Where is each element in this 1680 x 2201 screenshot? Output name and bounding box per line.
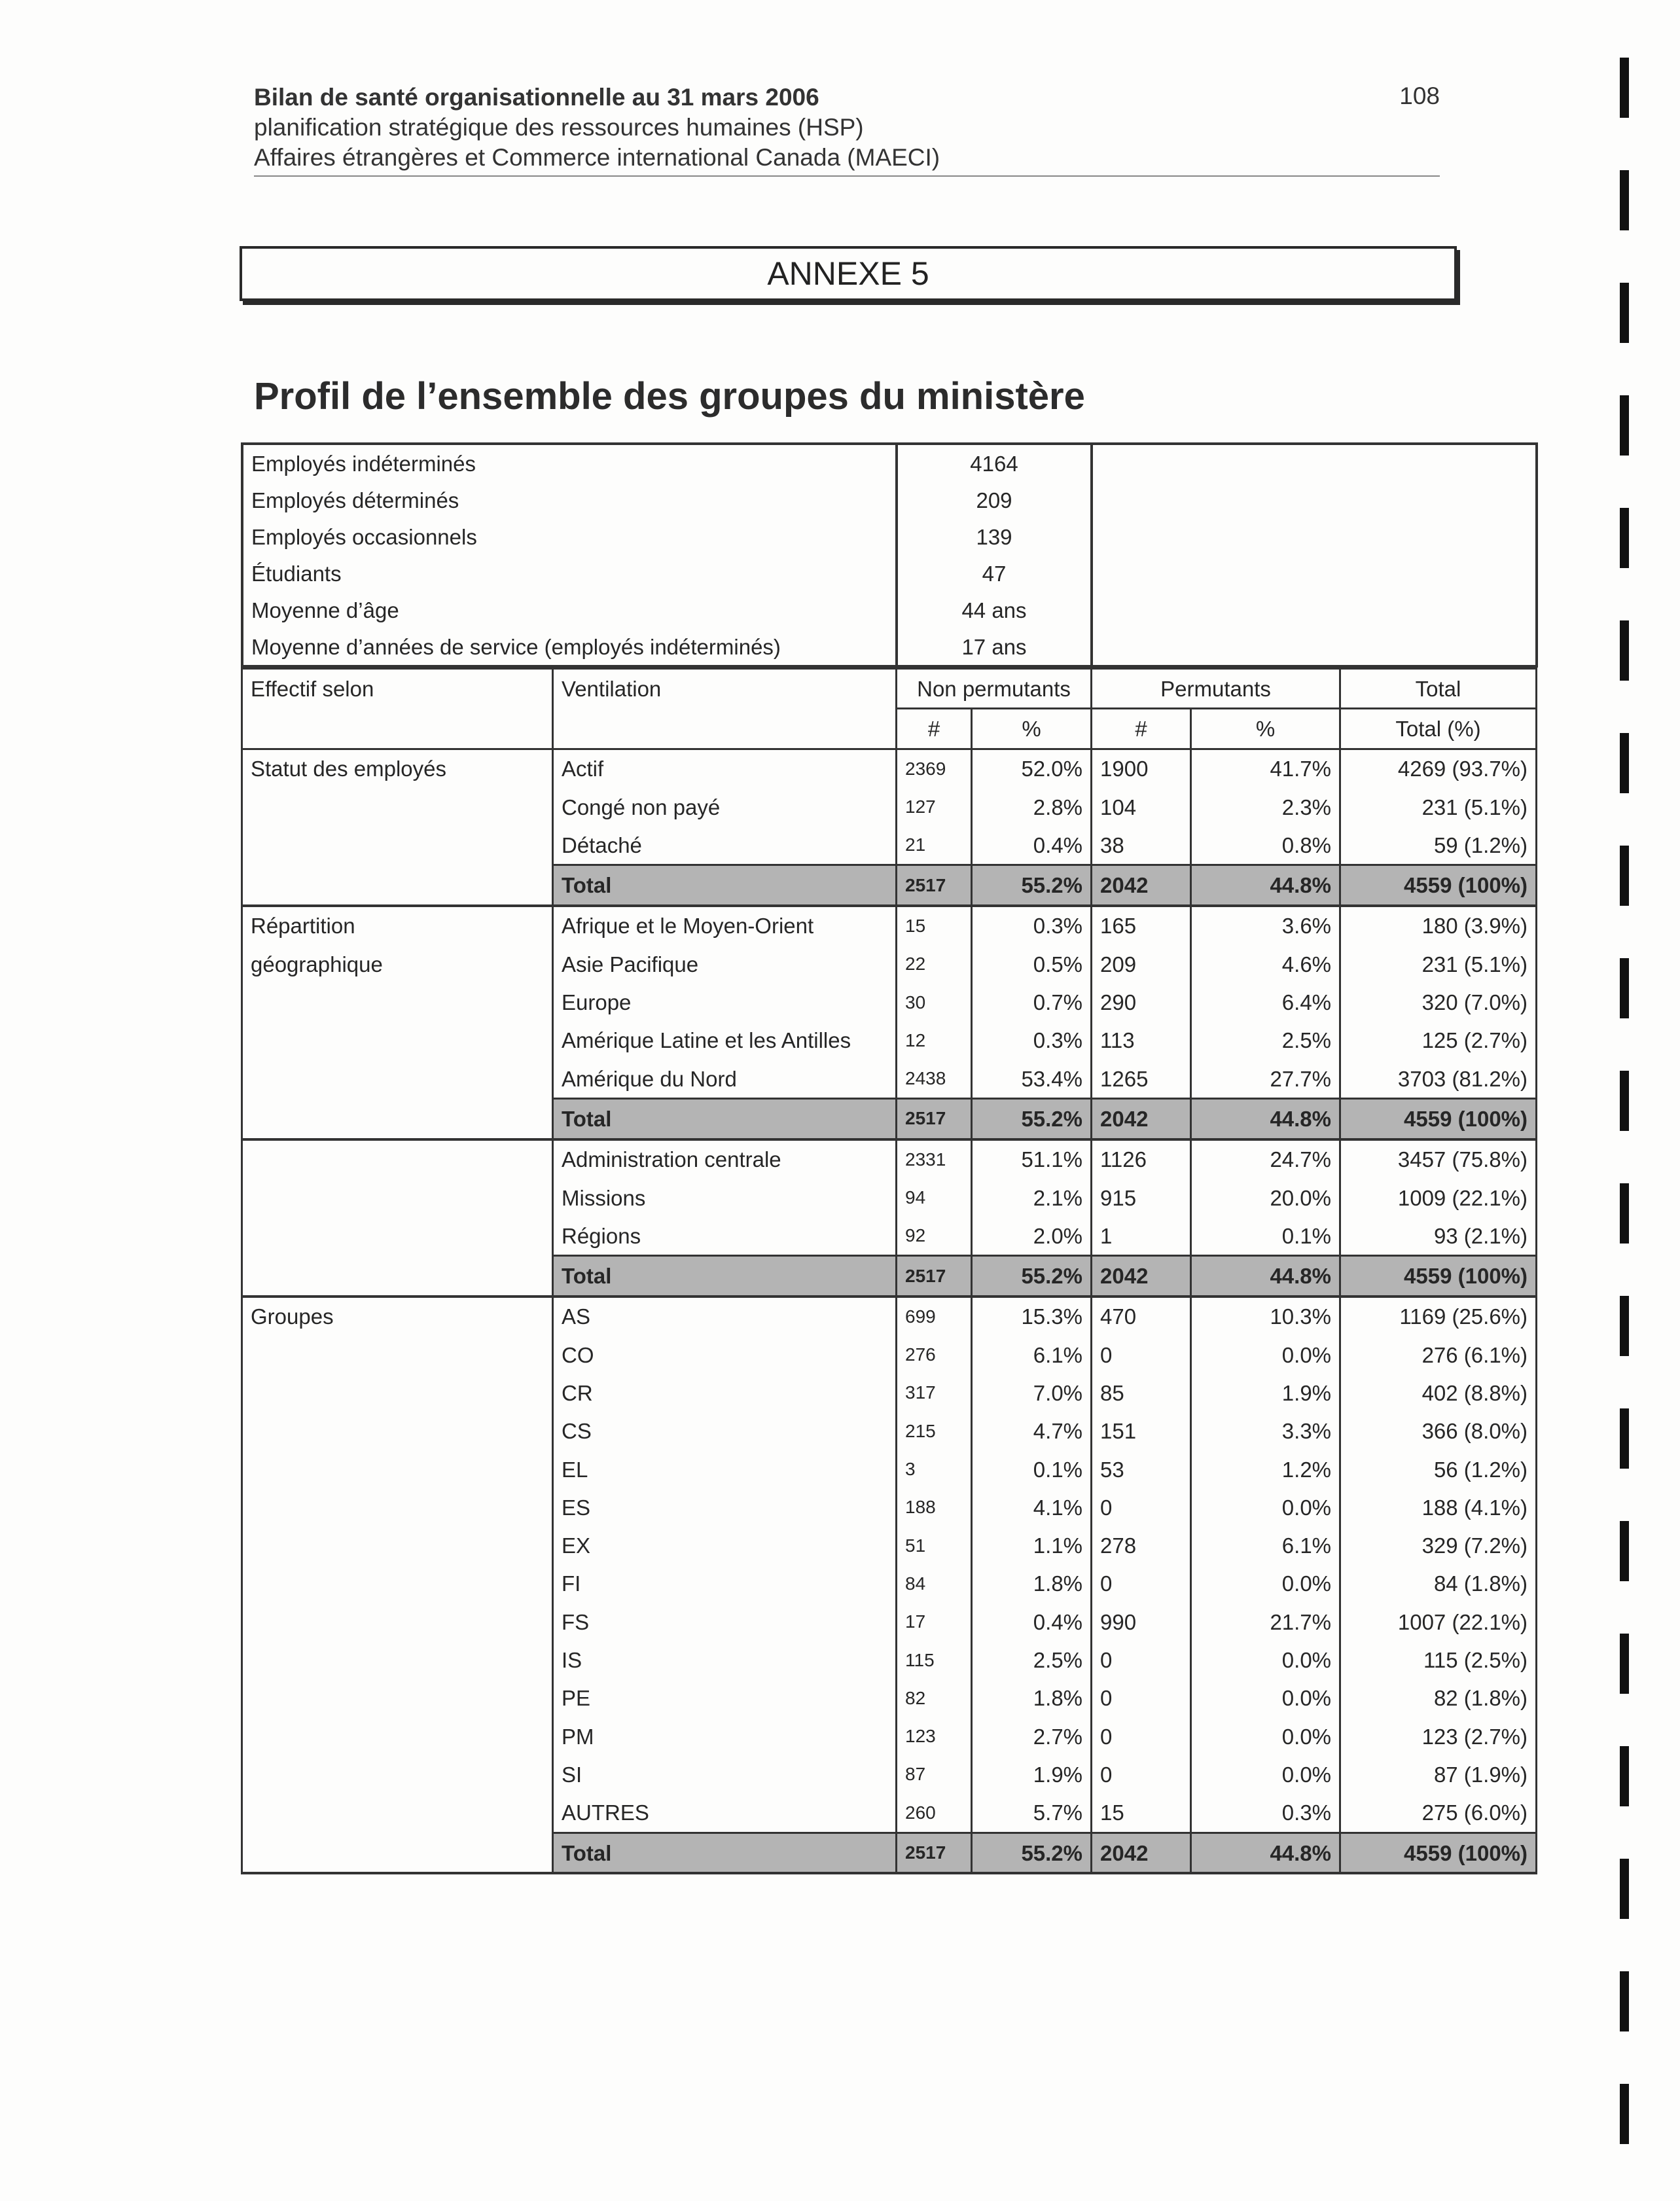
table-row	[242, 1488, 1537, 1526]
summary-blank	[1092, 444, 1537, 482]
ventilation-cell: PE	[553, 1679, 897, 1717]
np-count-cell: 82	[897, 1679, 972, 1717]
binding-mark	[1620, 1296, 1629, 1356]
section-label-cell	[242, 1099, 553, 1139]
np-pct-cell: 1.8%	[972, 1679, 1092, 1717]
p-pct-cell: 44.8%	[1191, 1833, 1340, 1873]
np-count-cell: 2517	[897, 1833, 972, 1873]
ventilation-cell: Afrique et le Moyen-Orient	[553, 906, 897, 945]
ventilation-cell: Amérique du Nord	[553, 1060, 897, 1099]
np-pct-cell: 2.7%	[972, 1717, 1092, 1755]
total-cell: 4559 (100%)	[1340, 1099, 1537, 1139]
p-pct-cell: 44.8%	[1191, 1099, 1340, 1139]
p-count-cell: 104	[1092, 788, 1191, 826]
total-cell: 329 (7.2%)	[1340, 1527, 1537, 1565]
np-count-cell: 123	[897, 1717, 972, 1755]
total-cell: 4559 (100%)	[1340, 1833, 1537, 1873]
np-pct-cell: 0.7%	[972, 983, 1092, 1021]
summary-value: 44 ans	[897, 592, 1092, 628]
section-label-cell	[242, 1217, 553, 1256]
summary-value: 4164	[897, 444, 1092, 482]
p-count-cell: 1	[1092, 1217, 1191, 1256]
p-pct-cell: 0.1%	[1191, 1217, 1340, 1256]
p-count-cell: 0	[1092, 1488, 1191, 1526]
summary-label: Employés occasionnels	[242, 518, 897, 555]
p-count-cell: 470	[1092, 1297, 1191, 1336]
section-label-cell: géographique	[242, 945, 553, 983]
np-count-cell: 94	[897, 1179, 972, 1217]
binding-mark	[1620, 395, 1629, 456]
summary-label: Employés indéterminés	[242, 444, 897, 482]
page-title: Profil de l’ensemble des groupes du ministère	[254, 375, 1085, 418]
np-count-cell: 15	[897, 906, 972, 945]
summary-blank	[1092, 555, 1537, 592]
p-pct-cell: 6.4%	[1191, 983, 1340, 1021]
table-row	[242, 1603, 1537, 1641]
table-row	[242, 1679, 1537, 1717]
section-label-cell	[242, 1717, 553, 1755]
summary-blank	[1092, 592, 1537, 628]
total-cell: 93 (2.1%)	[1340, 1217, 1537, 1256]
table-row	[242, 1217, 1537, 1256]
ventilation-cell: AS	[553, 1297, 897, 1336]
p-pct-cell: 3.6%	[1191, 906, 1340, 945]
total-cell: 3457 (75.8%)	[1340, 1139, 1537, 1179]
p-count-cell: 1900	[1092, 749, 1191, 788]
binding-mark	[1620, 170, 1629, 230]
total-cell: 231 (5.1%)	[1340, 788, 1537, 826]
section-label-cell	[242, 1755, 553, 1793]
table-row	[242, 1060, 1537, 1099]
summary-row	[242, 592, 1537, 628]
header-np-num: #	[897, 709, 972, 749]
table-row	[242, 906, 1537, 945]
p-count-cell: 2042	[1092, 1256, 1191, 1297]
np-count-cell: 87	[897, 1755, 972, 1793]
p-count-cell: 0	[1092, 1641, 1191, 1679]
p-pct-cell: 0.3%	[1191, 1794, 1340, 1833]
section-label-cell	[242, 1603, 553, 1641]
p-pct-cell: 0.8%	[1191, 826, 1340, 865]
summary-label: Employés déterminés	[242, 482, 897, 518]
total-cell: 4269 (93.7%)	[1340, 749, 1537, 788]
section-label-cell: Groupes	[242, 1297, 553, 1336]
header-np-pct: %	[972, 709, 1092, 749]
p-count-cell: 53	[1092, 1450, 1191, 1488]
section-label-cell	[242, 983, 553, 1021]
ventilation-cell: Europe	[553, 983, 897, 1021]
table-row	[242, 1717, 1537, 1755]
p-count-cell: 915	[1092, 1179, 1191, 1217]
total-cell: 231 (5.1%)	[1340, 945, 1537, 983]
binding-mark	[1620, 1634, 1629, 1694]
np-count-cell: 115	[897, 1641, 972, 1679]
np-pct-cell: 2.0%	[972, 1217, 1092, 1256]
binding-mark	[1620, 283, 1629, 343]
total-cell: 1169 (25.6%)	[1340, 1297, 1537, 1336]
total-cell: 366 (8.0%)	[1340, 1412, 1537, 1450]
table-row	[242, 983, 1537, 1021]
p-count-cell: 0	[1092, 1336, 1191, 1374]
np-count-cell: 30	[897, 983, 972, 1021]
header-p-pct: %	[1191, 709, 1340, 749]
total-cell: 125 (2.7%)	[1340, 1022, 1537, 1060]
p-pct-cell: 41.7%	[1191, 749, 1340, 788]
section-label-cell	[242, 1179, 553, 1217]
ventilation-cell: SI	[553, 1755, 897, 1793]
np-pct-cell: 55.2%	[972, 865, 1092, 906]
np-pct-cell: 52.0%	[972, 749, 1092, 788]
np-pct-cell: 2.5%	[972, 1641, 1092, 1679]
np-pct-cell: 0.3%	[972, 906, 1092, 945]
section-label-cell	[242, 1336, 553, 1374]
summary-label: Moyenne d’années de service (employés indéterminés)	[242, 628, 897, 666]
summary-value: 139	[897, 518, 1092, 555]
total-row	[242, 1256, 1537, 1297]
p-pct-cell: 4.6%	[1191, 945, 1340, 983]
p-pct-cell: 1.9%	[1191, 1374, 1340, 1412]
p-pct-cell: 0.0%	[1191, 1488, 1340, 1526]
binding-mark	[1620, 1183, 1629, 1244]
ventilation-cell: CR	[553, 1374, 897, 1412]
np-pct-cell: 1.8%	[972, 1565, 1092, 1603]
total-cell: 4559 (100%)	[1340, 865, 1537, 906]
ventilation-cell: CS	[553, 1412, 897, 1450]
header-ventilation: Ventilation	[553, 669, 897, 709]
np-pct-cell: 15.3%	[972, 1297, 1092, 1336]
np-pct-cell: 55.2%	[972, 1099, 1092, 1139]
np-count-cell: 260	[897, 1794, 972, 1833]
np-pct-cell: 51.1%	[972, 1139, 1092, 1179]
binding-mark	[1620, 1521, 1629, 1581]
table-row	[242, 1794, 1537, 1833]
np-pct-cell: 0.4%	[972, 1603, 1092, 1641]
p-pct-cell: 3.3%	[1191, 1412, 1340, 1450]
total-cell: 1009 (22.1%)	[1340, 1179, 1537, 1217]
header-total: Total	[1340, 669, 1537, 709]
total-cell: 275 (6.0%)	[1340, 1794, 1537, 1833]
np-count-cell: 127	[897, 788, 972, 826]
summary-row	[242, 628, 1537, 666]
section-label-cell	[242, 1256, 553, 1297]
np-count-cell: 276	[897, 1336, 972, 1374]
p-pct-cell: 20.0%	[1191, 1179, 1340, 1217]
binding-mark	[1620, 620, 1629, 681]
binding-mark	[1620, 1746, 1629, 1806]
ventilation-cell: Actif	[553, 749, 897, 788]
binding-mark	[1620, 1859, 1629, 1919]
np-pct-cell: 0.3%	[972, 1022, 1092, 1060]
table-row	[242, 1527, 1537, 1565]
p-pct-cell: 6.1%	[1191, 1527, 1340, 1565]
total-row	[242, 1099, 1537, 1139]
np-pct-cell: 4.7%	[972, 1412, 1092, 1450]
total-row	[242, 1833, 1537, 1873]
p-pct-cell: 0.0%	[1191, 1717, 1340, 1755]
np-count-cell: 2331	[897, 1139, 972, 1179]
np-pct-cell: 55.2%	[972, 1833, 1092, 1873]
np-count-cell: 188	[897, 1488, 972, 1526]
ventilation-cell: EX	[553, 1527, 897, 1565]
section-label-cell	[242, 1641, 553, 1679]
section-label-cell	[242, 1412, 553, 1450]
total-cell: 276 (6.1%)	[1340, 1336, 1537, 1374]
table-row	[242, 1022, 1537, 1060]
np-pct-cell: 0.4%	[972, 826, 1092, 865]
total-cell: 87 (1.9%)	[1340, 1755, 1537, 1793]
ventilation-cell: ES	[553, 1488, 897, 1526]
annex-label: ANNEXE 5	[767, 255, 929, 292]
section-label-cell	[242, 1565, 553, 1603]
binding-mark	[1620, 2084, 1629, 2144]
binding-mark	[1620, 1408, 1629, 1469]
p-count-cell: 15	[1092, 1794, 1191, 1833]
page-header	[254, 82, 1440, 177]
total-cell: 180 (3.9%)	[1340, 906, 1537, 945]
np-pct-cell: 5.7%	[972, 1794, 1092, 1833]
np-count-cell: 51	[897, 1527, 972, 1565]
p-pct-cell: 44.8%	[1191, 865, 1340, 906]
header-line-2: planification stratégique des ressources humaines (HSP)	[254, 114, 864, 141]
np-count-cell: 2517	[897, 1256, 972, 1297]
np-pct-cell: 4.1%	[972, 1488, 1092, 1526]
section-label-cell	[242, 865, 553, 906]
np-count-cell: 215	[897, 1412, 972, 1450]
breakdown-table	[241, 668, 1537, 1874]
total-cell: 3703 (81.2%)	[1340, 1060, 1537, 1099]
p-count-cell: 113	[1092, 1022, 1191, 1060]
header-row-1	[242, 669, 1537, 709]
p-pct-cell: 21.7%	[1191, 1603, 1340, 1641]
np-pct-cell: 53.4%	[972, 1060, 1092, 1099]
header-non-permutants: Non permutants	[897, 669, 1092, 709]
section-label-cell	[242, 1450, 553, 1488]
np-pct-cell: 2.8%	[972, 788, 1092, 826]
table-row	[242, 945, 1537, 983]
section-label-cell	[242, 1060, 553, 1099]
table-row	[242, 1755, 1537, 1793]
section-label-cell	[242, 1527, 553, 1565]
total-cell: 320 (7.0%)	[1340, 983, 1537, 1021]
section-label-cell: Statut des employés	[242, 749, 553, 788]
table-row	[242, 788, 1537, 826]
header-permutants: Permutants	[1092, 669, 1340, 709]
ventilation-cell: Total	[553, 1833, 897, 1873]
np-count-cell: 84	[897, 1565, 972, 1603]
ventilation-cell: FI	[553, 1565, 897, 1603]
p-count-cell: 2042	[1092, 865, 1191, 906]
section-label-cell	[242, 1833, 553, 1873]
np-count-cell: 2517	[897, 1099, 972, 1139]
binding-mark	[1620, 846, 1629, 906]
summary-row	[242, 482, 1537, 518]
p-pct-cell: 0.0%	[1191, 1641, 1340, 1679]
p-count-cell: 38	[1092, 826, 1191, 865]
binding-mark	[1620, 508, 1629, 568]
p-count-cell: 0	[1092, 1755, 1191, 1793]
table-row	[242, 749, 1537, 788]
p-pct-cell: 44.8%	[1191, 1256, 1340, 1297]
table-row	[242, 826, 1537, 865]
summary-row	[242, 555, 1537, 592]
section-label-cell	[242, 826, 553, 865]
p-pct-cell: 24.7%	[1191, 1139, 1340, 1179]
p-count-cell: 2042	[1092, 1833, 1191, 1873]
p-count-cell: 1265	[1092, 1060, 1191, 1099]
summary-blank	[1092, 482, 1537, 518]
table-row	[242, 1374, 1537, 1412]
np-pct-cell: 1.1%	[972, 1527, 1092, 1565]
section-label-cell	[242, 1374, 553, 1412]
np-count-cell: 2438	[897, 1060, 972, 1099]
binding-mark	[1620, 958, 1629, 1018]
total-cell: 84 (1.8%)	[1340, 1565, 1537, 1603]
table-row	[242, 1139, 1537, 1179]
profile-table-wrapper	[241, 442, 1535, 1874]
summary-label: Étudiants	[242, 555, 897, 592]
ventilation-cell: IS	[553, 1641, 897, 1679]
total-cell: 402 (8.8%)	[1340, 1374, 1537, 1412]
annex-banner	[240, 246, 1457, 301]
np-count-cell: 699	[897, 1297, 972, 1336]
ventilation-cell: Total	[553, 865, 897, 906]
p-pct-cell: 1.2%	[1191, 1450, 1340, 1488]
np-pct-cell: 55.2%	[972, 1256, 1092, 1297]
table-row	[242, 1450, 1537, 1488]
total-cell: 82 (1.8%)	[1340, 1679, 1537, 1717]
binding-mark	[1620, 1071, 1629, 1131]
ventilation-cell: Missions	[553, 1179, 897, 1217]
np-pct-cell: 0.5%	[972, 945, 1092, 983]
p-pct-cell: 2.3%	[1191, 788, 1340, 826]
np-count-cell: 92	[897, 1217, 972, 1256]
p-count-cell: 151	[1092, 1412, 1191, 1450]
summary-row	[242, 518, 1537, 555]
summary-blank	[1092, 518, 1537, 555]
ventilation-cell: Amérique Latine et les Antilles	[553, 1022, 897, 1060]
table-row	[242, 1336, 1537, 1374]
section-label-cell	[242, 1794, 553, 1833]
table-row	[242, 1297, 1537, 1336]
p-count-cell: 209	[1092, 945, 1191, 983]
p-pct-cell: 2.5%	[1191, 1022, 1340, 1060]
total-cell: 56 (1.2%)	[1340, 1450, 1537, 1488]
header-line-3: Affaires étrangères et Commerce international Canada (MAECI)	[254, 144, 940, 171]
p-count-cell: 2042	[1092, 1099, 1191, 1139]
p-count-cell: 290	[1092, 983, 1191, 1021]
total-row	[242, 865, 1537, 906]
summary-value: 47	[897, 555, 1092, 592]
total-cell: 1007 (22.1%)	[1340, 1603, 1537, 1641]
section-label-cell	[242, 1488, 553, 1526]
section-label-cell	[242, 1139, 553, 1179]
ventilation-cell: Régions	[553, 1217, 897, 1256]
ventilation-cell: AUTRES	[553, 1794, 897, 1833]
page-number: 108	[1399, 82, 1440, 109]
header-p-num: #	[1092, 709, 1191, 749]
section-label-cell: Répartition	[242, 906, 553, 945]
table-row	[242, 1641, 1537, 1679]
summary-label: Moyenne d’âge	[242, 592, 897, 628]
total-cell: 123 (2.7%)	[1340, 1717, 1537, 1755]
ventilation-cell: Total	[553, 1256, 897, 1297]
header-effectif: Effectif selon	[242, 669, 553, 709]
total-cell: 59 (1.2%)	[1340, 826, 1537, 865]
p-pct-cell: 0.0%	[1191, 1755, 1340, 1793]
ventilation-cell: Détaché	[553, 826, 897, 865]
np-pct-cell: 2.1%	[972, 1179, 1092, 1217]
np-pct-cell: 0.1%	[972, 1450, 1092, 1488]
section-label-cell	[242, 1022, 553, 1060]
ventilation-cell: Administration centrale	[553, 1139, 897, 1179]
p-count-cell: 0	[1092, 1679, 1191, 1717]
binding-mark	[1620, 733, 1629, 793]
np-count-cell: 21	[897, 826, 972, 865]
np-count-cell: 3	[897, 1450, 972, 1488]
table-row	[242, 1179, 1537, 1217]
summary-row	[242, 444, 1537, 482]
p-count-cell: 0	[1092, 1565, 1191, 1603]
np-count-cell: 2517	[897, 865, 972, 906]
p-pct-cell: 27.7%	[1191, 1060, 1340, 1099]
p-pct-cell: 0.0%	[1191, 1336, 1340, 1374]
summary-value: 209	[897, 482, 1092, 518]
table-row	[242, 1412, 1537, 1450]
total-cell: 4559 (100%)	[1340, 1256, 1537, 1297]
np-count-cell: 17	[897, 1603, 972, 1641]
binding-mark	[1620, 1971, 1629, 2031]
p-pct-cell: 0.0%	[1191, 1565, 1340, 1603]
total-cell: 188 (4.1%)	[1340, 1488, 1537, 1526]
total-cell: 115 (2.5%)	[1340, 1641, 1537, 1679]
p-count-cell: 278	[1092, 1527, 1191, 1565]
summary-table	[241, 442, 1538, 668]
summary-value: 17 ans	[897, 628, 1092, 666]
p-count-cell: 165	[1092, 906, 1191, 945]
p-count-cell: 1126	[1092, 1139, 1191, 1179]
binding-mark	[1620, 58, 1629, 118]
ventilation-cell: CO	[553, 1336, 897, 1374]
p-count-cell: 990	[1092, 1603, 1191, 1641]
np-count-cell: 12	[897, 1022, 972, 1060]
section-label-cell	[242, 788, 553, 826]
np-count-cell: 317	[897, 1374, 972, 1412]
p-pct-cell: 0.0%	[1191, 1679, 1340, 1717]
section-label-cell	[242, 1679, 553, 1717]
summary-blank	[1092, 628, 1537, 666]
p-count-cell: 85	[1092, 1374, 1191, 1412]
np-count-cell: 2369	[897, 749, 972, 788]
header-row-2	[242, 709, 1537, 749]
np-pct-cell: 7.0%	[972, 1374, 1092, 1412]
ventilation-cell: FS	[553, 1603, 897, 1641]
ventilation-cell: PM	[553, 1717, 897, 1755]
np-pct-cell: 6.1%	[972, 1336, 1092, 1374]
np-pct-cell: 1.9%	[972, 1755, 1092, 1793]
header-total-pct: Total (%)	[1340, 709, 1537, 749]
ventilation-cell: EL	[553, 1450, 897, 1488]
ventilation-cell: Asie Pacifique	[553, 945, 897, 983]
p-count-cell: 0	[1092, 1717, 1191, 1755]
ventilation-cell: Total	[553, 1099, 897, 1139]
header-line-1: Bilan de santé organisationnelle au 31 mars 2006	[254, 84, 819, 111]
ventilation-cell: Congé non payé	[553, 788, 897, 826]
table-row	[242, 1565, 1537, 1603]
np-count-cell: 22	[897, 945, 972, 983]
p-pct-cell: 10.3%	[1191, 1297, 1340, 1336]
